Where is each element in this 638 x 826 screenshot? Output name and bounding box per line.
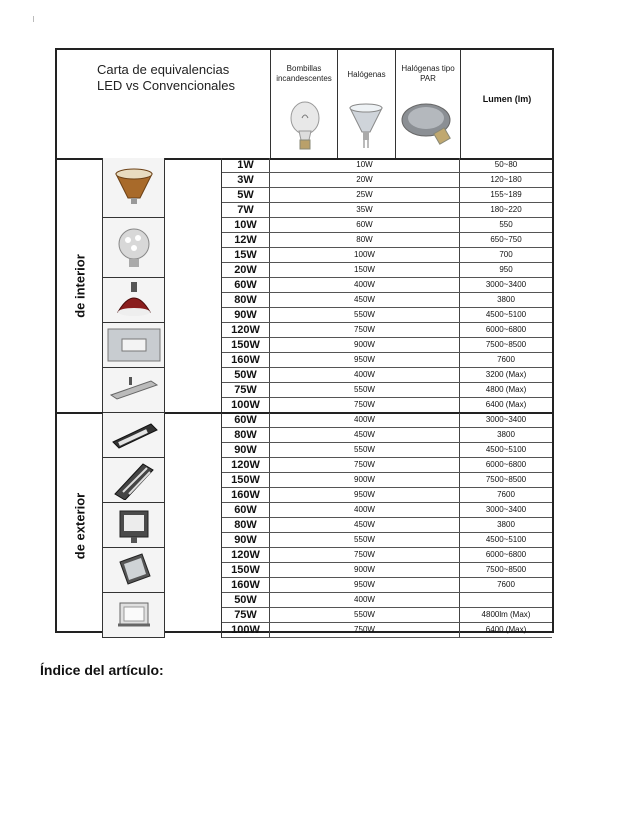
conventional-watt-cell: 950W (270, 578, 460, 592)
led-watt-cell: 15W (222, 248, 270, 262)
lumen-cell: 950 (499, 265, 513, 274)
conventional-watt-cell: 80W (270, 233, 460, 247)
led-watt-cell: 90W (222, 533, 270, 547)
table-row (222, 428, 552, 443)
led-watt-cell: 20W (222, 263, 270, 277)
led-watt-cell: 12W (222, 233, 270, 247)
led-watt-cell: 75W (222, 383, 270, 397)
led-watt-cell: 160W (222, 578, 270, 592)
table-row (222, 248, 552, 263)
conventional-watt-cell: 150W (270, 263, 460, 277)
street-light-icon (103, 413, 165, 458)
conventional-watt-cell: 400W (270, 278, 460, 292)
led-watt-cell: 90W (222, 308, 270, 322)
conventional-watt-cell: 900W (270, 338, 460, 352)
conventional-watt-cell: 550W (270, 443, 460, 457)
lumen-cell: 7500~8500 (485, 340, 527, 349)
floodlight-grid-icon (103, 458, 165, 503)
table-row (222, 623, 552, 638)
lumen-cell (460, 593, 552, 607)
led-watt-cell: 80W (222, 428, 270, 442)
article-index-heading: Índice del artículo: (40, 662, 164, 678)
table-row (222, 218, 552, 233)
led-watt-cell: 160W (222, 488, 270, 502)
section-label-1: de exterior (57, 413, 103, 638)
mr16-led-spot-icon (103, 158, 165, 218)
conventional-watt-cell: 750W (270, 623, 460, 637)
empty-column (165, 413, 222, 638)
led-watt-cell: 120W (222, 548, 270, 562)
led-watt-cell: 60W (222, 413, 270, 427)
led-watt-cell: 50W (222, 593, 270, 607)
led-watt-cell: 120W (222, 458, 270, 472)
table-row (222, 518, 552, 533)
lumen-cell: 4800 (Max) (485, 385, 527, 394)
conventional-watt-cell: 100W (270, 248, 460, 262)
conventional-watt-cell: 750W (270, 548, 460, 562)
conventional-watt-cell: 400W (270, 368, 460, 382)
lumen-cell: 6400 (Max) (485, 625, 527, 634)
led-watt-cell: 5W (222, 188, 270, 202)
led-watt-cell: 120W (222, 323, 270, 337)
conventional-watt-cell: 450W (270, 293, 460, 307)
table-row (222, 278, 552, 293)
led-watt-cell: 80W (222, 293, 270, 307)
lumen-cell: 120~180 (490, 175, 522, 184)
led-watt-cell: 3W (222, 173, 270, 187)
conventional-watt-cell: 35W (270, 203, 460, 217)
highbay-red-lamp-icon (103, 278, 165, 323)
conventional-watt-cell: 550W (270, 383, 460, 397)
table-row (222, 578, 552, 593)
table-row (222, 413, 552, 428)
table-row (222, 488, 552, 503)
led-watt-cell: 50W (222, 368, 270, 382)
led-watt-cell: 7W (222, 203, 270, 217)
table-row (222, 443, 552, 458)
page-mark (33, 16, 34, 22)
table-row (222, 533, 552, 548)
conventional-watt-cell: 60W (270, 218, 460, 232)
lumen-cell: 7600 (497, 580, 515, 589)
table-row (222, 233, 552, 248)
conventional-watt-cell: 10W (270, 158, 460, 172)
chart-title: Carta de equivalencias LED vs Convencionales (97, 62, 236, 93)
lumen-cell: 700 (499, 250, 513, 259)
table-row (222, 473, 552, 488)
table-row (222, 548, 552, 563)
header-lumen: Lumen (lm) (482, 94, 532, 104)
lumen-cell: 3800 (497, 295, 515, 304)
lumen-cell: 6000~6800 (485, 550, 527, 559)
led-watt-cell: 150W (222, 338, 270, 352)
halogen-mr16-icon (346, 102, 386, 152)
lumen-cell: 3200 (Max) (485, 370, 527, 379)
led-watt-cell: 1W (222, 158, 270, 172)
conventional-watt-cell: 950W (270, 353, 460, 367)
empty-column (165, 158, 222, 413)
lumen-cell: 155~189 (490, 190, 522, 199)
table-row (222, 368, 552, 383)
lumen-cell: 3000~3400 (485, 415, 527, 424)
led-watt-cell: 10W (222, 218, 270, 232)
wallpack-light-icon (103, 503, 165, 548)
conventional-watt-cell: 20W (270, 173, 460, 187)
lumen-cell: 650~750 (490, 235, 522, 244)
conventional-watt-cell: 400W (270, 413, 460, 427)
conventional-watt-cell: 750W (270, 398, 460, 412)
led-watt-cell: 60W (222, 503, 270, 517)
conventional-watt-cell: 25W (270, 188, 460, 202)
led-watt-cell: 160W (222, 353, 270, 367)
lumen-cell: 7600 (497, 355, 515, 364)
conventional-watt-cell: 900W (270, 473, 460, 487)
led-watt-cell: 150W (222, 473, 270, 487)
header-par: Halógenas tipo PAR (401, 64, 455, 83)
lumen-cell: 7600 (497, 490, 515, 499)
table-row (222, 158, 552, 173)
header-halogenas: Halógenas (347, 70, 386, 79)
lumen-cell: 50~80 (494, 160, 518, 169)
led-watt-cell: 60W (222, 278, 270, 292)
table-row (222, 338, 552, 353)
conventional-watt-cell: 550W (270, 608, 460, 622)
conventional-watt-cell: 450W (270, 428, 460, 442)
lumen-cell: 7500~8500 (485, 475, 527, 484)
table-row (222, 308, 552, 323)
led-watt-cell: 100W (222, 398, 270, 412)
conventional-watt-cell: 550W (270, 308, 460, 322)
table-row (222, 173, 552, 188)
table-row (222, 263, 552, 278)
equivalence-chart (55, 48, 554, 636)
table-row (222, 383, 552, 398)
lumen-cell: 4500~5100 (485, 310, 527, 319)
led-watt-cell: 75W (222, 608, 270, 622)
chart-header (57, 50, 552, 160)
led-bulb-icon (103, 218, 165, 278)
lumen-cell: 4500~5100 (485, 445, 527, 454)
lumen-cell: 6000~6800 (485, 460, 527, 469)
conventional-watt-cell: 400W (270, 593, 460, 607)
lumen-cell: 7500~8500 (485, 565, 527, 574)
conventional-watt-cell: 750W (270, 458, 460, 472)
lumen-cell: 4500~5100 (485, 535, 527, 544)
table-row (222, 188, 552, 203)
conventional-watt-cell: 450W (270, 518, 460, 532)
table-row (222, 593, 552, 608)
table-row (222, 203, 552, 218)
lumen-cell: 550 (499, 220, 513, 229)
led-watt-cell: 90W (222, 443, 270, 457)
table-row (222, 398, 552, 413)
table-row (222, 293, 552, 308)
table-row (222, 608, 552, 623)
conventional-watt-cell: 750W (270, 323, 460, 337)
linear-fixture-icon (103, 368, 165, 413)
lumen-cell: 3800 (497, 430, 515, 439)
lumen-cell: 3000~3400 (485, 505, 527, 514)
led-watt-cell: 80W (222, 518, 270, 532)
conventional-watt-cell: 400W (270, 503, 460, 517)
incandescent-bulb-icon (285, 98, 325, 154)
conventional-watt-cell: 550W (270, 533, 460, 547)
led-watt-cell: 150W (222, 563, 270, 577)
ceiling-panel-icon (103, 323, 165, 368)
table-row (222, 353, 552, 368)
conventional-watt-cell: 900W (270, 563, 460, 577)
conventional-watt-cell: 950W (270, 488, 460, 502)
section-label-0: de interior (57, 158, 103, 413)
table-row (222, 503, 552, 518)
flood-lamp-icon (103, 548, 165, 593)
lumen-cell: 6400 (Max) (485, 400, 527, 409)
lumen-cell: 4800lm (Max) (481, 610, 531, 619)
led-watt-cell: 100W (222, 623, 270, 637)
lumen-cell: 180~220 (490, 205, 522, 214)
lumen-cell: 3000~3400 (485, 280, 527, 289)
table-row (222, 563, 552, 578)
tunnel-light-icon (103, 593, 165, 638)
lumen-cell: 3800 (497, 520, 515, 529)
table-row (222, 458, 552, 473)
table-row (222, 323, 552, 338)
header-bombillas: Bombillas incandescentes (276, 64, 332, 83)
lumen-cell: 6000~6800 (485, 325, 527, 334)
halogen-par-icon (400, 100, 456, 152)
